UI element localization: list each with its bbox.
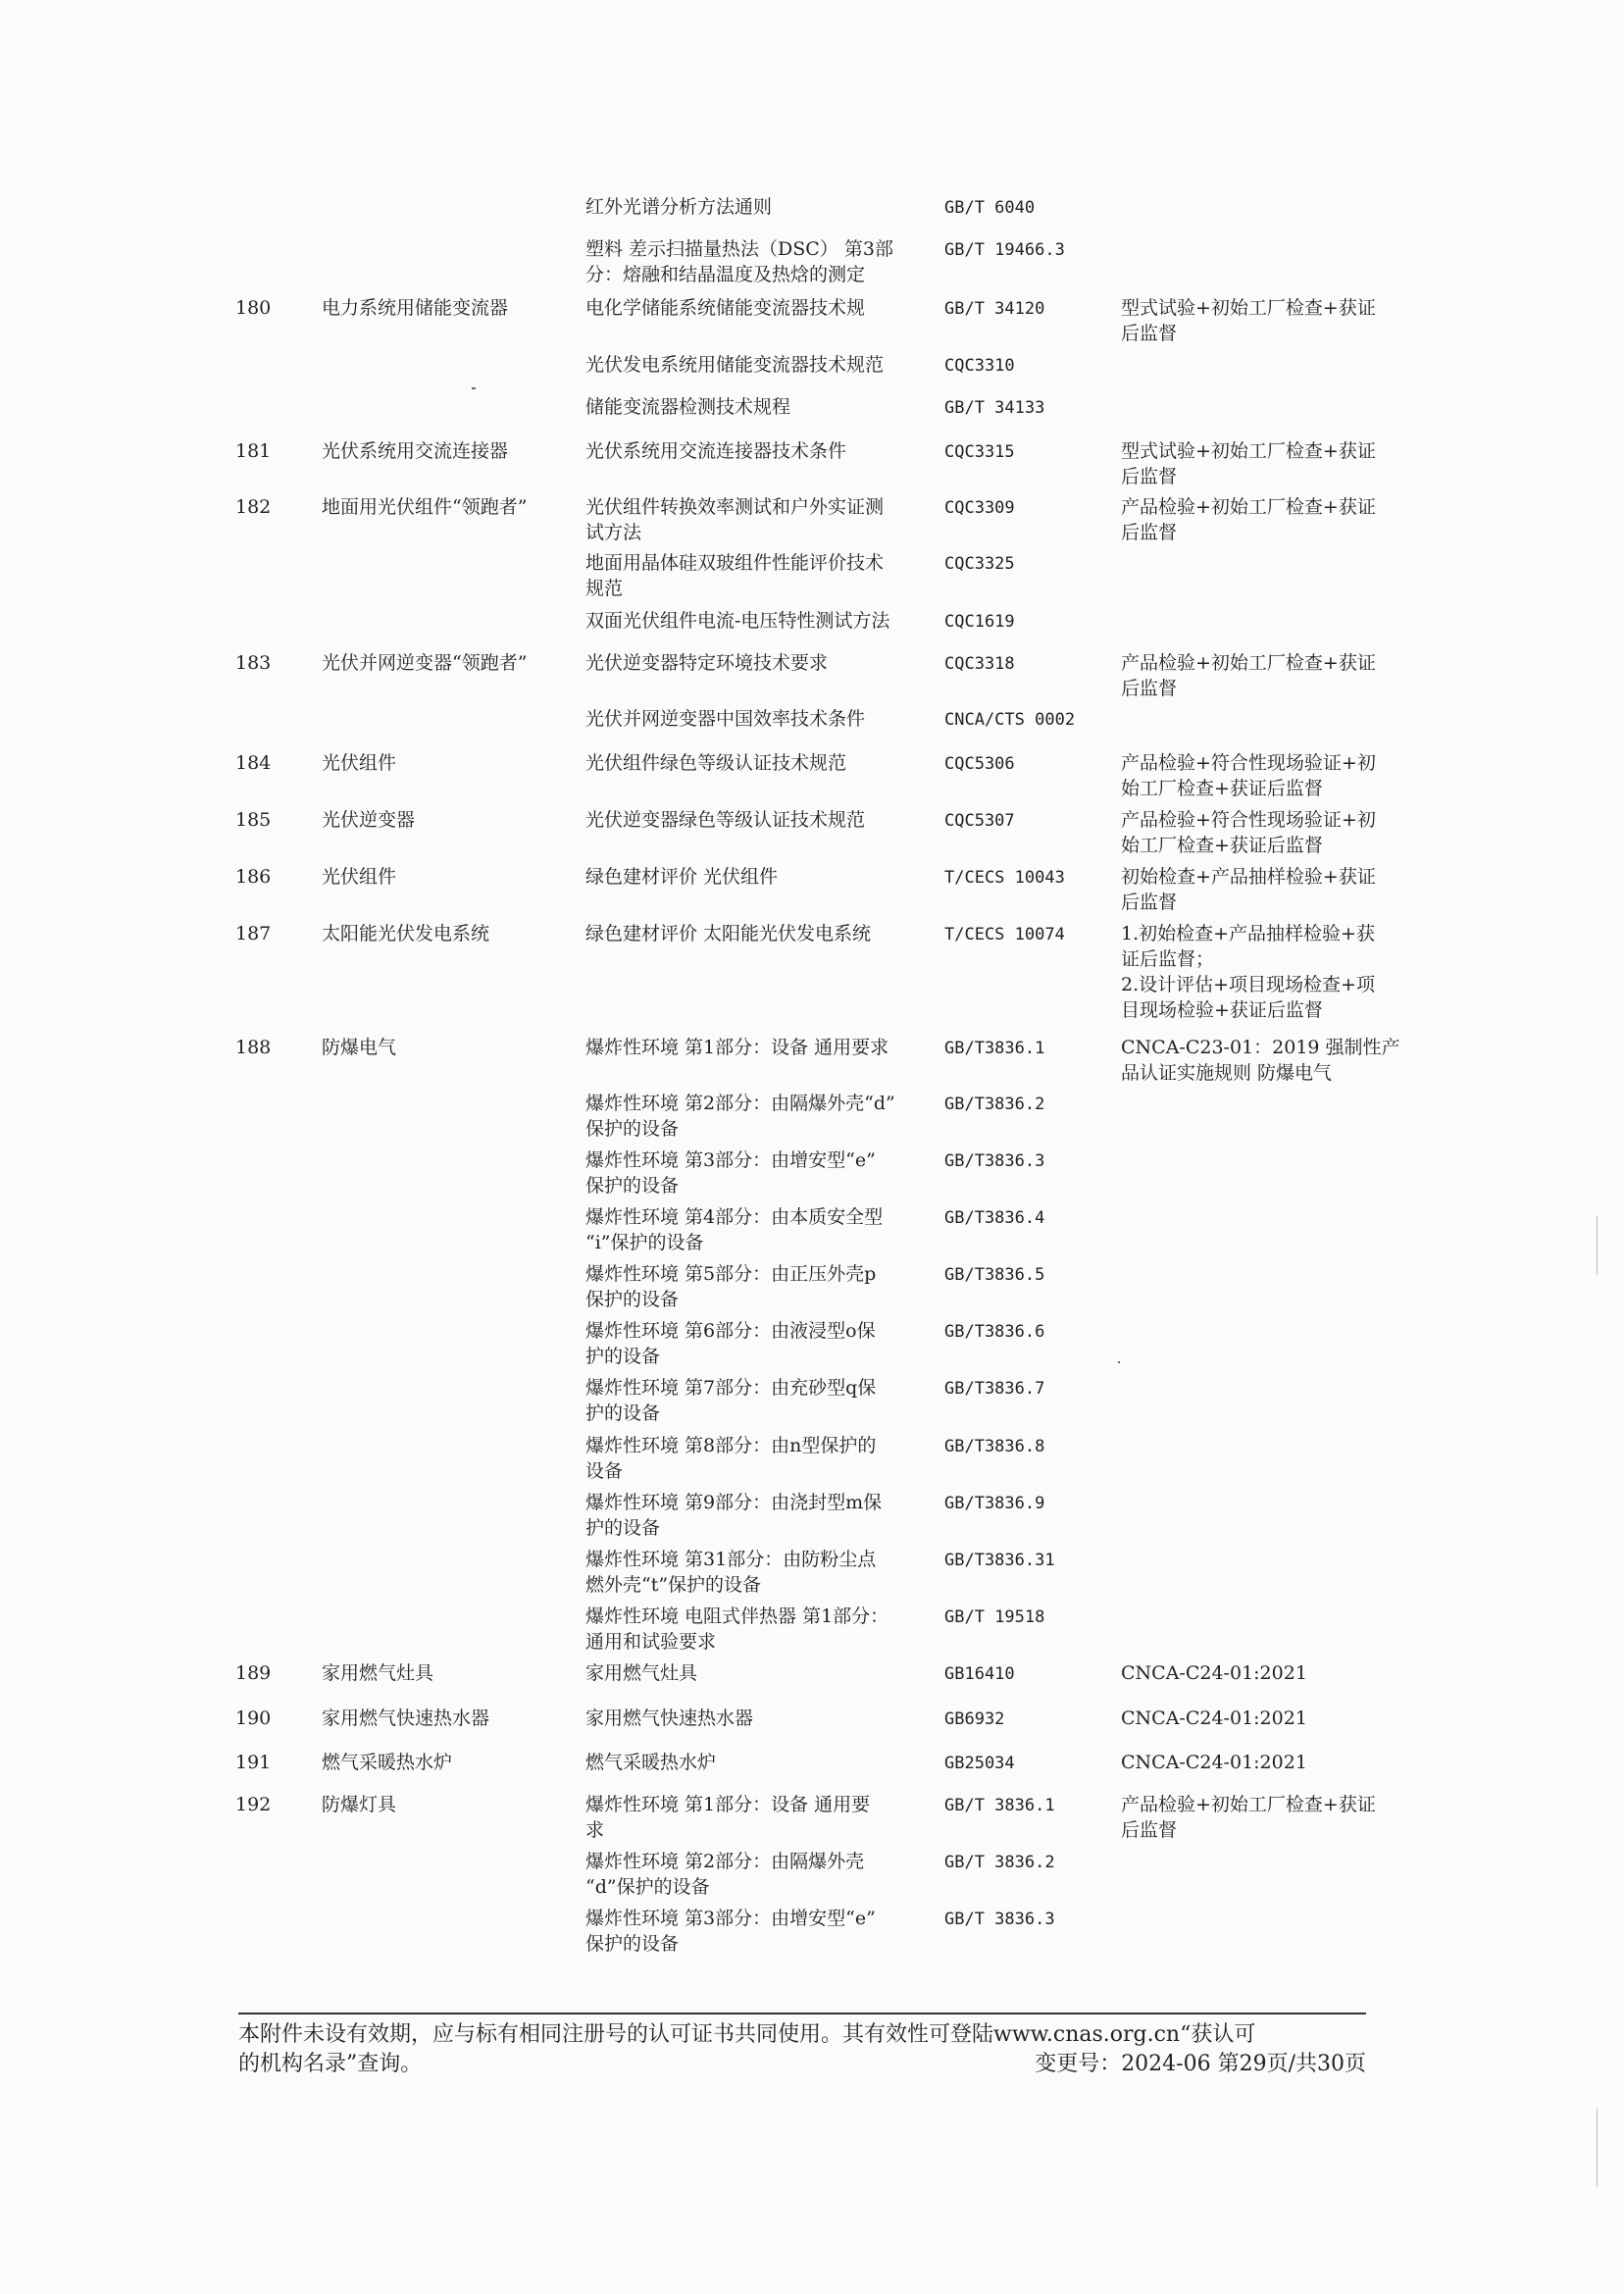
standard-name — [585, 1035, 888, 1060]
standard-code — [944, 236, 1065, 263]
standard-name-line: 爆炸性环境 第9部分：由浇封型m保 — [585, 1492, 883, 1513]
certification-mode-line: 产品检验+符合性现场验证+初 — [1121, 809, 1376, 831]
product-name: 光伏系统用交流连接器 — [322, 440, 509, 462]
standard-name-line: 光伏并网逆变器中国效率技术条件 — [585, 708, 866, 730]
standard-code — [944, 864, 1065, 891]
standard-name — [585, 807, 865, 833]
standard-name-line: 燃外壳“t”保护的设备 — [585, 1574, 762, 1596]
product-name: 光伏组件 — [322, 866, 397, 888]
standard-name-line: 爆炸性环境 第1部分：设备 通用要 — [585, 1794, 871, 1815]
standard-code-text: GB/T3836.1 — [944, 1039, 1045, 1058]
certification-mode — [1121, 921, 1375, 1023]
item-number: 189 — [235, 1662, 272, 1684]
product-name: 防爆灯具 — [322, 1794, 397, 1815]
change-and-page-number: 变更号：2024-06 第29页/共30页 — [1035, 2052, 1366, 2076]
standard-name-line: 爆炸性环境 第31部分：由防粉尘点 — [585, 1549, 877, 1570]
standard-name-line: 保护的设备 — [585, 1118, 680, 1140]
standard-name — [585, 394, 790, 420]
standard-name-line: 爆炸性环境 第3部分：由增安型“e” — [585, 1149, 876, 1171]
standard-name-line: 家用燃气快速热水器 — [585, 1708, 754, 1729]
standard-name-line: 爆炸性环境 第8部分：由n型保护的 — [585, 1435, 877, 1456]
standard-name-line: 光伏组件绿色等级认证技术规范 — [585, 752, 847, 774]
standard-name-line: 护的设备 — [585, 1346, 661, 1367]
certification-mode-line: 后监督 — [1121, 522, 1178, 543]
certification-mode-line: 始工厂检查+获证后监督 — [1121, 778, 1323, 799]
standard-name — [585, 236, 893, 287]
standard-code-text: CQC3315 — [944, 442, 1015, 462]
certification-mode — [1121, 807, 1376, 858]
standard-name-line: 爆炸性环境 第4部分：由本质安全型 — [585, 1206, 884, 1228]
footer-note-line-2: 的机构名录”查询。 — [238, 2052, 423, 2076]
standard-code-text: GB/T3836.31 — [944, 1551, 1055, 1570]
standard-code — [944, 438, 1015, 465]
certification-mode-line: 后监督 — [1121, 323, 1178, 344]
item-number: 187 — [235, 923, 272, 944]
standard-code-text: GB/T 19518 — [944, 1607, 1045, 1627]
product-name: 太阳能光伏发电系统 — [322, 923, 490, 944]
standard-code-text: CQC5307 — [944, 811, 1015, 831]
certification-mode-line: CNCA-C24-01:2021 — [1121, 1662, 1307, 1684]
standard-code — [944, 706, 1075, 733]
standard-name-line: 爆炸性环境 第2部分：由隔爆外壳“d” — [585, 1093, 895, 1114]
standard-code — [944, 1750, 1015, 1776]
standard-name — [585, 194, 772, 220]
product-name: 家用燃气快速热水器 — [322, 1708, 490, 1729]
standard-code — [944, 394, 1044, 421]
standard-code — [944, 1433, 1044, 1459]
certification-mode-line: 型式试验+初始工厂检查+获证 — [1121, 297, 1376, 319]
standard-name-line: 双面光伏组件电流-电压特性测试方法 — [585, 610, 890, 632]
certification-mode-line: 产品检验+初始工厂检查+获证 — [1121, 496, 1376, 518]
standard-name-line: 绿色建材评价 太阳能光伏发电系统 — [585, 923, 872, 944]
standard-name-line: 保护的设备 — [585, 1933, 680, 1955]
certification-mode-line: 型式试验+初始工厂检查+获证 — [1121, 440, 1376, 462]
standard-name-line: 光伏逆变器绿色等级认证技术规范 — [585, 809, 866, 831]
standard-name — [585, 1906, 876, 1957]
standard-code-text: CQC5306 — [944, 754, 1015, 774]
standard-name-line: 家用燃气灶具 — [585, 1662, 698, 1684]
standard-name-line: 爆炸性环境 第1部分：设备 通用要求 — [585, 1037, 889, 1058]
standard-name — [585, 1706, 753, 1731]
standard-name-line: 规范 — [585, 578, 624, 599]
standard-code-text: GB/T3836.5 — [944, 1265, 1045, 1285]
standard-code-text: GB/T 19466.3 — [944, 240, 1065, 260]
standard-name-line: 爆炸性环境 第7部分：由充砂型q保 — [585, 1377, 877, 1399]
standard-name-line: 爆炸性环境 第2部分：由隔爆外壳 — [585, 1851, 865, 1872]
standard-code — [944, 1547, 1055, 1573]
certification-mode-line: 证后监督； — [1121, 948, 1215, 970]
item-number: 185 — [235, 809, 272, 831]
scan-speck — [1118, 1361, 1120, 1363]
standard-code-text: GB/T3836.2 — [944, 1095, 1045, 1114]
standard-name — [585, 550, 884, 601]
standard-code-text: GB/T3836.6 — [944, 1322, 1045, 1342]
standard-code-text: CNCA/CTS 0002 — [944, 710, 1076, 730]
certification-mode-line: CNCA-C23-01：2019 强制性产 — [1121, 1037, 1400, 1058]
standard-code — [944, 1091, 1044, 1117]
standard-name-line: 光伏组件转换效率测试和户外实证测 — [585, 496, 885, 518]
certification-mode — [1121, 864, 1376, 915]
footer-divider — [238, 2013, 1366, 2014]
standard-code — [944, 1792, 1055, 1818]
standard-name-line: “i”保护的设备 — [585, 1232, 704, 1253]
product-name: 防爆电气 — [322, 1037, 397, 1058]
standard-name — [585, 1750, 716, 1775]
standard-name — [585, 1849, 864, 1900]
standard-name — [585, 352, 884, 378]
certification-mode-line: CNCA-C24-01:2021 — [1121, 1708, 1307, 1729]
certification-mode-line: 后监督 — [1121, 678, 1178, 699]
standard-name-line: 地面用晶体硅双玻组件性能评价技术 — [585, 552, 885, 574]
standard-name-line: 保护的设备 — [585, 1289, 680, 1310]
item-number: 192 — [235, 1794, 272, 1815]
standard-code-text: GB6932 — [944, 1709, 1005, 1729]
standard-code-text: CQC3310 — [944, 356, 1015, 376]
standard-name-line: 电化学储能系统储能变流器技术规 — [585, 297, 866, 319]
standard-code — [944, 1906, 1055, 1932]
standard-name — [585, 921, 871, 946]
standard-name — [585, 1318, 876, 1369]
certification-mode-line: 2.设计评估+项目现场检查+项 — [1121, 974, 1375, 995]
standard-code — [944, 1375, 1044, 1402]
standard-name-line: 爆炸性环境 第6部分：由液浸型o保 — [585, 1320, 876, 1342]
standard-name-line: 护的设备 — [585, 1402, 661, 1424]
item-number: 181 — [235, 440, 272, 462]
standard-code-text: GB/T 34133 — [944, 398, 1045, 418]
item-number: 190 — [235, 1708, 272, 1729]
standard-code-text: GB/T3836.8 — [944, 1437, 1045, 1456]
standard-code-text: GB16410 — [944, 1664, 1015, 1684]
item-number: 191 — [235, 1752, 272, 1773]
standard-code-text: T/CECS 10043 — [944, 868, 1065, 888]
standard-name-line: 储能变流器检测技术规程 — [585, 396, 791, 418]
standard-name — [585, 650, 828, 676]
certification-mode-line: 后监督 — [1121, 892, 1178, 913]
standard-code-text: GB/T 3836.2 — [944, 1853, 1055, 1872]
standard-code — [944, 494, 1015, 521]
item-number: 184 — [235, 752, 272, 774]
standard-code-text: CQC1619 — [944, 612, 1015, 632]
item-number: 180 — [235, 297, 272, 319]
standard-code-text: T/CECS 10074 — [944, 925, 1065, 944]
standard-code-text: CQC3309 — [944, 498, 1015, 518]
standard-name-line: 设备 — [585, 1460, 624, 1482]
standard-code-text: CQC3325 — [944, 554, 1015, 574]
item-number: 186 — [235, 866, 272, 888]
standard-name — [585, 1604, 888, 1655]
standard-name — [585, 750, 846, 776]
standard-name-line: 爆炸性环境 第3部分：由增安型“e” — [585, 1908, 876, 1929]
product-name: 家用燃气灶具 — [322, 1662, 434, 1684]
certification-mode-line: 产品检验+符合性现场验证+初 — [1121, 752, 1376, 774]
standard-name-line: 塑料 差示扫描量热法（DSC） 第3部 — [585, 238, 893, 260]
standard-code — [944, 1147, 1044, 1174]
certification-mode — [1121, 1035, 1400, 1086]
standard-name-line: 光伏发电系统用储能变流器技术规范 — [585, 354, 885, 376]
product-name: 光伏并网逆变器“领跑者” — [322, 652, 528, 674]
certification-mode-line: 后监督 — [1121, 466, 1178, 487]
standard-name-line: 试方法 — [585, 522, 642, 543]
certification-mode — [1121, 1660, 1307, 1686]
standard-name-line: 护的设备 — [585, 1517, 661, 1539]
standard-name-line: 通用和试验要求 — [585, 1631, 717, 1653]
standard-name-line: 分：熔融和结晶温度及热焓的测定 — [585, 264, 866, 285]
certification-mode — [1121, 494, 1376, 545]
standard-code — [944, 650, 1015, 677]
standard-name-line: “d”保护的设备 — [585, 1876, 710, 1898]
product-name: 光伏组件 — [322, 752, 397, 774]
standard-name — [585, 864, 778, 890]
standard-name-line: 绿色建材评价 光伏组件 — [585, 866, 779, 888]
certification-mode-line: 品认证实施规则 防爆电气 — [1121, 1062, 1333, 1084]
certification-mode-line: CNCA-C24-01:2021 — [1121, 1752, 1307, 1773]
certification-mode — [1121, 295, 1376, 346]
standard-code — [944, 807, 1015, 834]
standard-name-line: 爆炸性环境 第5部分：由正压外壳p — [585, 1263, 877, 1285]
standard-code — [944, 608, 1015, 635]
certification-mode-line: 初始检查+产品抽样检验+获证 — [1121, 866, 1376, 888]
standard-code-text: GB/T 3836.3 — [944, 1910, 1055, 1929]
standard-name — [585, 1204, 883, 1255]
standard-code — [944, 1660, 1015, 1687]
standard-code — [944, 352, 1015, 379]
certification-mode — [1121, 650, 1376, 701]
standard-name-line: 光伏系统用交流连接器技术条件 — [585, 440, 847, 462]
product-name: 电力系统用储能变流器 — [322, 297, 509, 319]
scan-speck — [1597, 1216, 1598, 1275]
standard-code — [944, 1204, 1044, 1231]
standard-code-text: GB/T 34120 — [944, 299, 1045, 319]
standard-code-text: GB/T3836.7 — [944, 1379, 1045, 1399]
certification-mode — [1121, 438, 1376, 489]
standard-name — [585, 295, 865, 321]
standard-code-text: GB/T3836.4 — [944, 1208, 1045, 1228]
product-name: 燃气采暖热水炉 — [322, 1752, 453, 1773]
standard-code — [944, 1849, 1055, 1875]
standard-name — [585, 1375, 876, 1426]
standard-code-text: GB25034 — [944, 1754, 1015, 1773]
certification-mode — [1121, 1706, 1307, 1731]
standard-code-text: GB/T3836.9 — [944, 1494, 1045, 1513]
standard-name — [585, 1433, 876, 1484]
standard-name — [585, 494, 884, 545]
standard-code — [944, 1261, 1044, 1288]
standard-name — [585, 1261, 876, 1312]
standard-name-line: 红外光谱分析方法通则 — [585, 196, 773, 218]
standard-code — [944, 1490, 1044, 1516]
certification-mode — [1121, 1750, 1307, 1775]
standard-name — [585, 1792, 870, 1843]
standard-name — [585, 1147, 876, 1198]
scan-speck — [472, 387, 476, 389]
scan-speck — [1597, 2109, 1598, 2187]
certification-mode-line: 产品检验+初始工厂检查+获证 — [1121, 1794, 1376, 1815]
standard-code-text: GB/T 3836.1 — [944, 1796, 1055, 1815]
standard-name — [585, 706, 865, 732]
item-number: 182 — [235, 496, 272, 518]
standard-name-line: 爆炸性环境 电阻式伴热器 第1部分： — [585, 1606, 889, 1627]
product-name: 地面用光伏组件“领跑者” — [322, 496, 528, 518]
certification-mode — [1121, 1792, 1376, 1843]
standard-code — [944, 750, 1015, 777]
standard-name — [585, 1547, 876, 1598]
standard-code — [944, 194, 1035, 221]
certification-mode — [1121, 750, 1376, 801]
standard-code — [944, 1706, 1004, 1732]
product-name: 光伏逆变器 — [322, 809, 416, 831]
footer-note-line-1: 本附件未设有效期，应与标有相同注册号的认可证书共同使用。其有效性可登陆www.cnas.org.cn“获认可 — [238, 2022, 1256, 2047]
standard-code — [944, 1035, 1044, 1061]
standard-code-text: GB/T 6040 — [944, 198, 1036, 218]
item-number: 183 — [235, 652, 272, 674]
standard-name — [585, 608, 889, 634]
standard-name-line: 保护的设备 — [585, 1175, 680, 1197]
standard-code — [944, 1604, 1044, 1630]
standard-name-line: 燃气采暖热水炉 — [585, 1752, 717, 1773]
certification-mode-line: 目现场检验+获证后监督 — [1121, 999, 1323, 1021]
standard-name — [585, 1490, 882, 1541]
standard-code-text: GB/T3836.3 — [944, 1151, 1045, 1171]
standard-code-text: CQC3318 — [944, 654, 1015, 674]
certification-mode-line: 后监督 — [1121, 1819, 1178, 1841]
certification-mode-line: 1.初始检查+产品抽样检验+获 — [1121, 923, 1375, 944]
standard-code — [944, 921, 1065, 947]
standard-name — [585, 1091, 895, 1142]
item-number: 188 — [235, 1037, 272, 1058]
standard-code — [944, 550, 1015, 577]
certification-mode-line: 产品检验+初始工厂检查+获证 — [1121, 652, 1376, 674]
standard-code — [944, 1318, 1044, 1345]
standard-name-line: 光伏逆变器特定环境技术要求 — [585, 652, 829, 674]
standard-name — [585, 438, 846, 464]
certification-mode-line: 始工厂检查+获证后监督 — [1121, 835, 1323, 856]
standard-code — [944, 295, 1044, 322]
standard-name — [585, 1660, 697, 1686]
standard-name-line: 求 — [585, 1819, 605, 1841]
